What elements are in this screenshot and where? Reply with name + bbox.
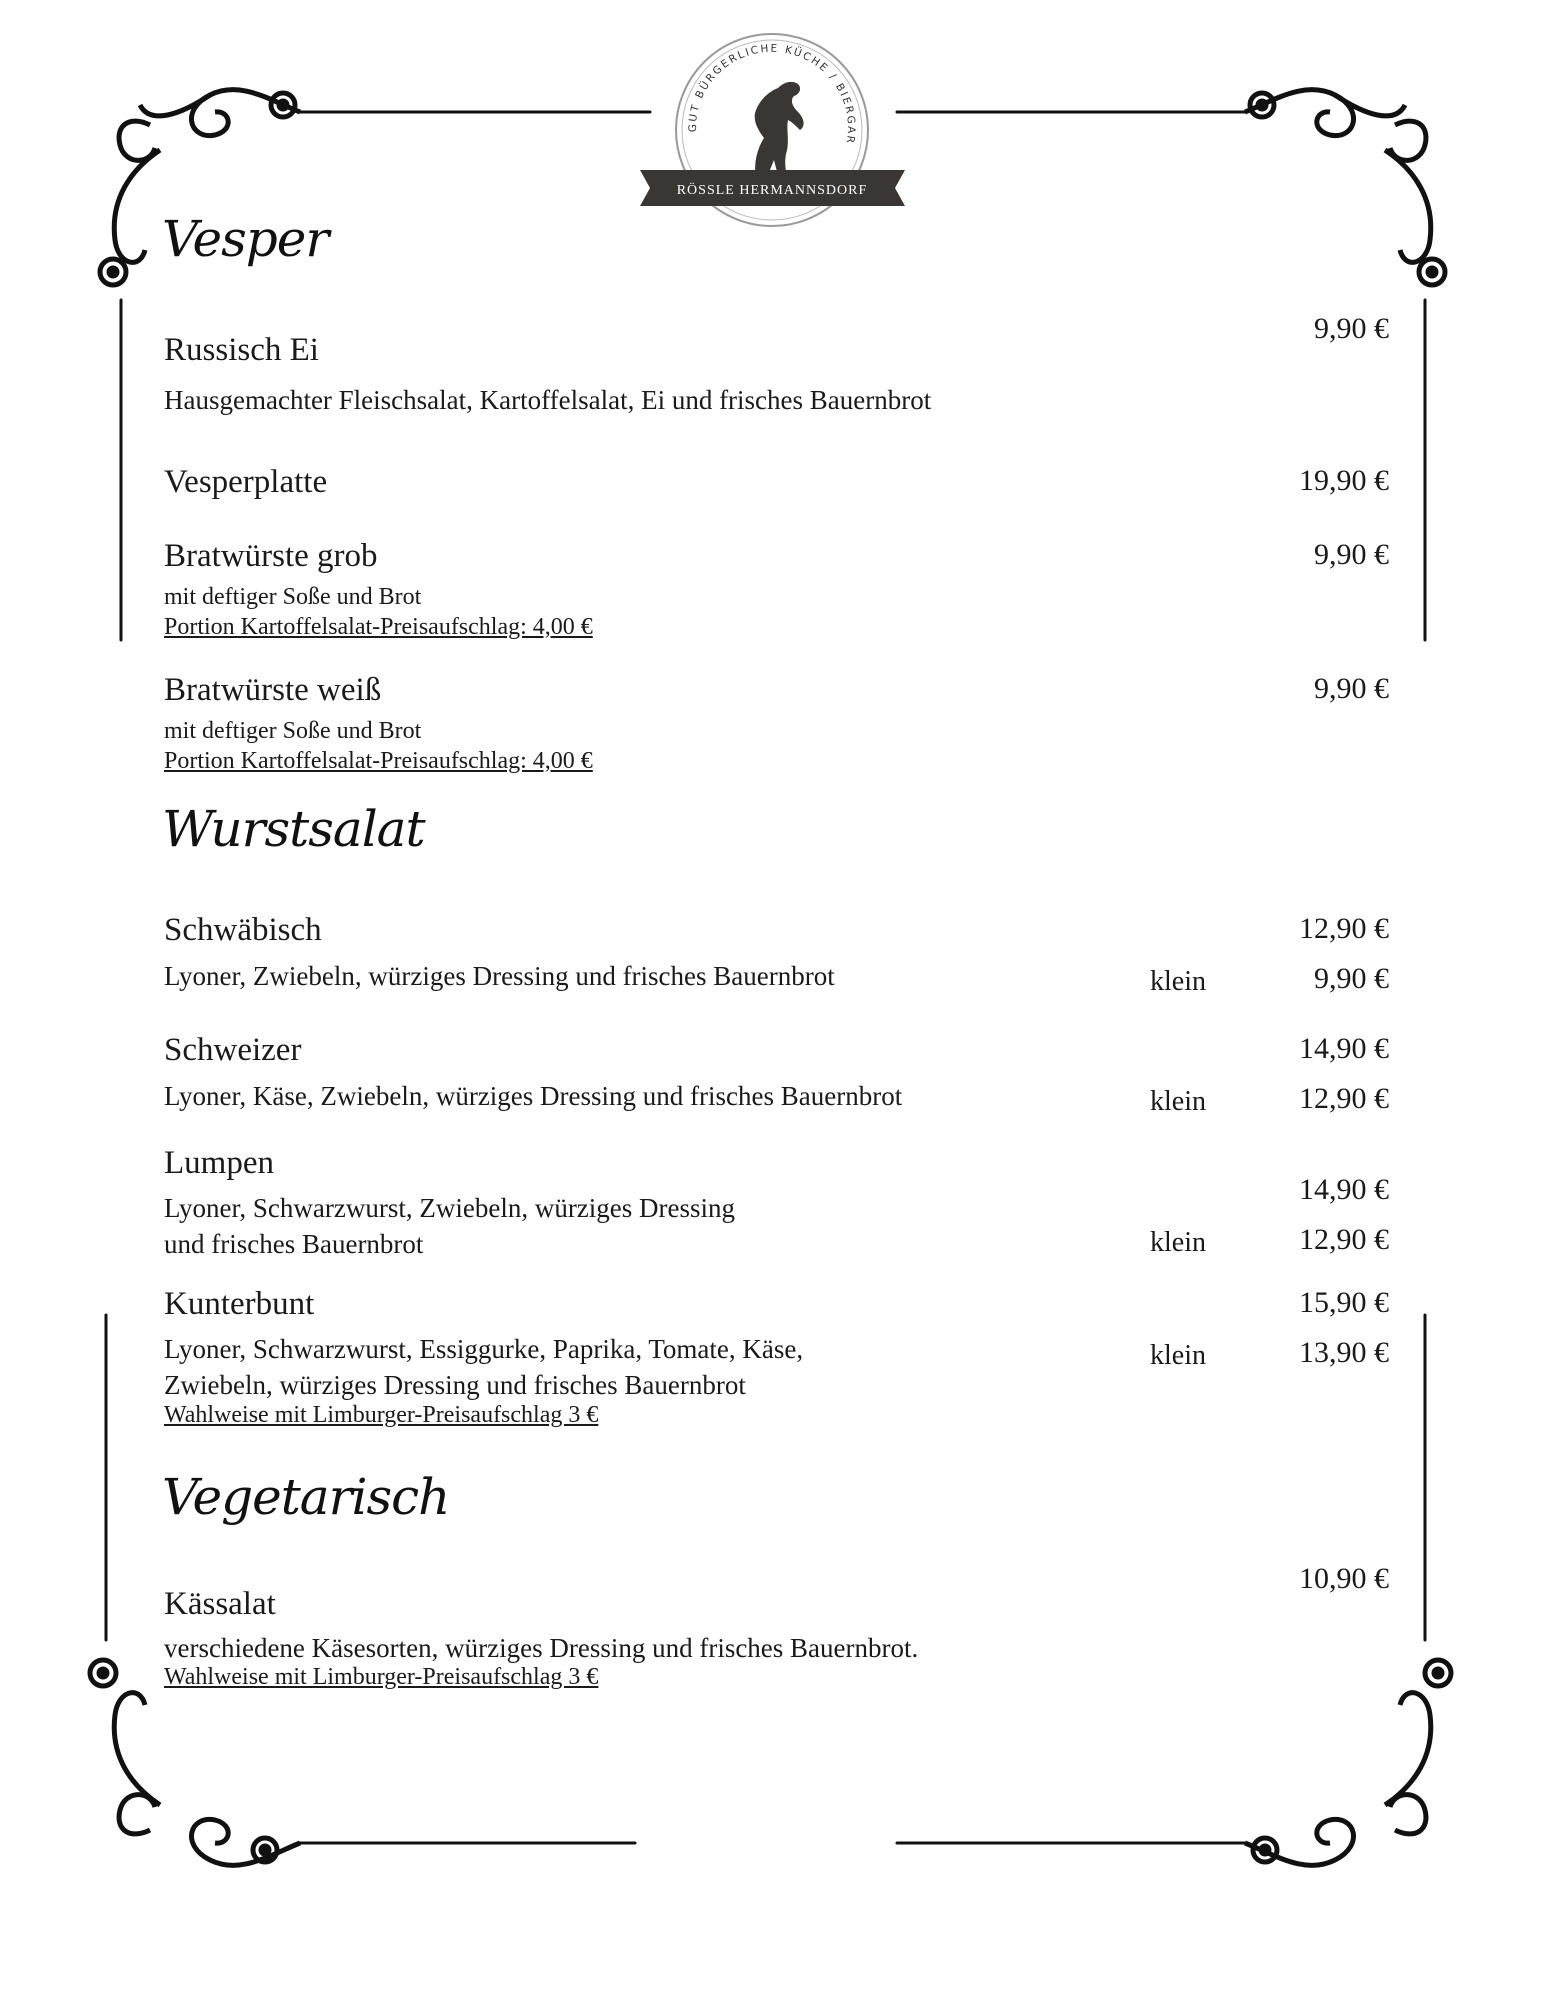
section-title-wurstsalat: Wurstsalat — [162, 800, 425, 858]
item-price-small: 12,90 € — [1299, 1223, 1389, 1256]
item-name: Schweizer — [164, 1032, 302, 1068]
item-description: Lyoner, Zwiebeln, würziges Dressing und frisches Bauernbrot — [164, 961, 835, 991]
item-description: mit deftiger Soße und Brot — [164, 584, 422, 610]
item-note: Portion Kartoffelsalat-Preisaufschlag: 4,00 € — [164, 614, 593, 640]
item-name: Schwäbisch — [164, 912, 322, 948]
item-price: 19,90 € — [1299, 464, 1389, 497]
item-description: Hausgemachter Fleischsalat, Kartoffelsalat, Ei und frisches Bauernbrot — [164, 385, 932, 415]
item-price: 10,90 € — [1299, 1562, 1389, 1595]
item-price: 14,90 € — [1299, 1032, 1389, 1065]
section-title-vesper: Vesper — [162, 210, 329, 268]
item-note: Wahlweise mit Limburger-Preisaufschlag 3 € — [164, 1664, 599, 1690]
item-description: Zwiebeln, würziges Dressing und frisches Bauernbrot — [164, 1370, 746, 1400]
item-name: Bratwürste weiß — [164, 672, 382, 708]
item-note: Portion Kartoffelsalat-Preisaufschlag: 4,00 € — [164, 748, 593, 774]
item-name: Bratwürste grob — [164, 538, 378, 574]
item-price-small: 9,90 € — [1314, 962, 1389, 995]
item-price: 9,90 € — [1314, 672, 1389, 705]
item-description: verschiedene Käsesorten, würziges Dressing und frisches Bauernbrot. — [164, 1633, 919, 1663]
item-price: 9,90 € — [1314, 538, 1389, 571]
item-description: Lyoner, Käse, Zwiebeln, würziges Dressing und frisches Bauernbrot — [164, 1081, 903, 1111]
item-description: und frisches Bauernbrot — [164, 1229, 424, 1259]
item-price-small: 12,90 € — [1299, 1082, 1389, 1115]
item-price: 14,90 € — [1299, 1173, 1389, 1206]
item-price: 15,90 € — [1299, 1286, 1389, 1319]
logo-banner-text: RÖSSLE HERMANNSDORF — [676, 183, 868, 198]
size-label: klein — [1150, 1227, 1206, 1258]
item-name: Lumpen — [164, 1145, 274, 1181]
section-title-vegetarisch: Vegetarisch — [162, 1468, 450, 1526]
item-name: Vesperplatte — [164, 464, 328, 500]
item-name: Russisch Ei — [164, 332, 319, 368]
item-note: Wahlweise mit Limburger-Preisaufschlag 3 € — [164, 1402, 599, 1428]
item-price: 12,90 € — [1299, 912, 1389, 945]
item-name: Kunterbunt — [164, 1286, 315, 1322]
item-price-small: 13,90 € — [1299, 1336, 1389, 1369]
item-description: Lyoner, Schwarzwurst, Essiggurke, Paprika, Tomate, Käse, — [164, 1334, 804, 1364]
item-description: mit deftiger Soße und Brot — [164, 718, 422, 744]
size-label: klein — [1150, 1340, 1206, 1371]
size-label: klein — [1150, 966, 1206, 997]
item-description: Lyoner, Schwarzwurst, Zwiebeln, würziges Dressing — [164, 1193, 736, 1223]
item-name: Kässalat — [164, 1586, 276, 1622]
size-label: klein — [1150, 1086, 1206, 1117]
item-price: 9,90 € — [1314, 312, 1389, 345]
logo-arc-text: GUT BÜRGERLICHE KÜCHE / BIERGAR — [686, 42, 858, 145]
restaurant-logo — [640, 30, 905, 240]
